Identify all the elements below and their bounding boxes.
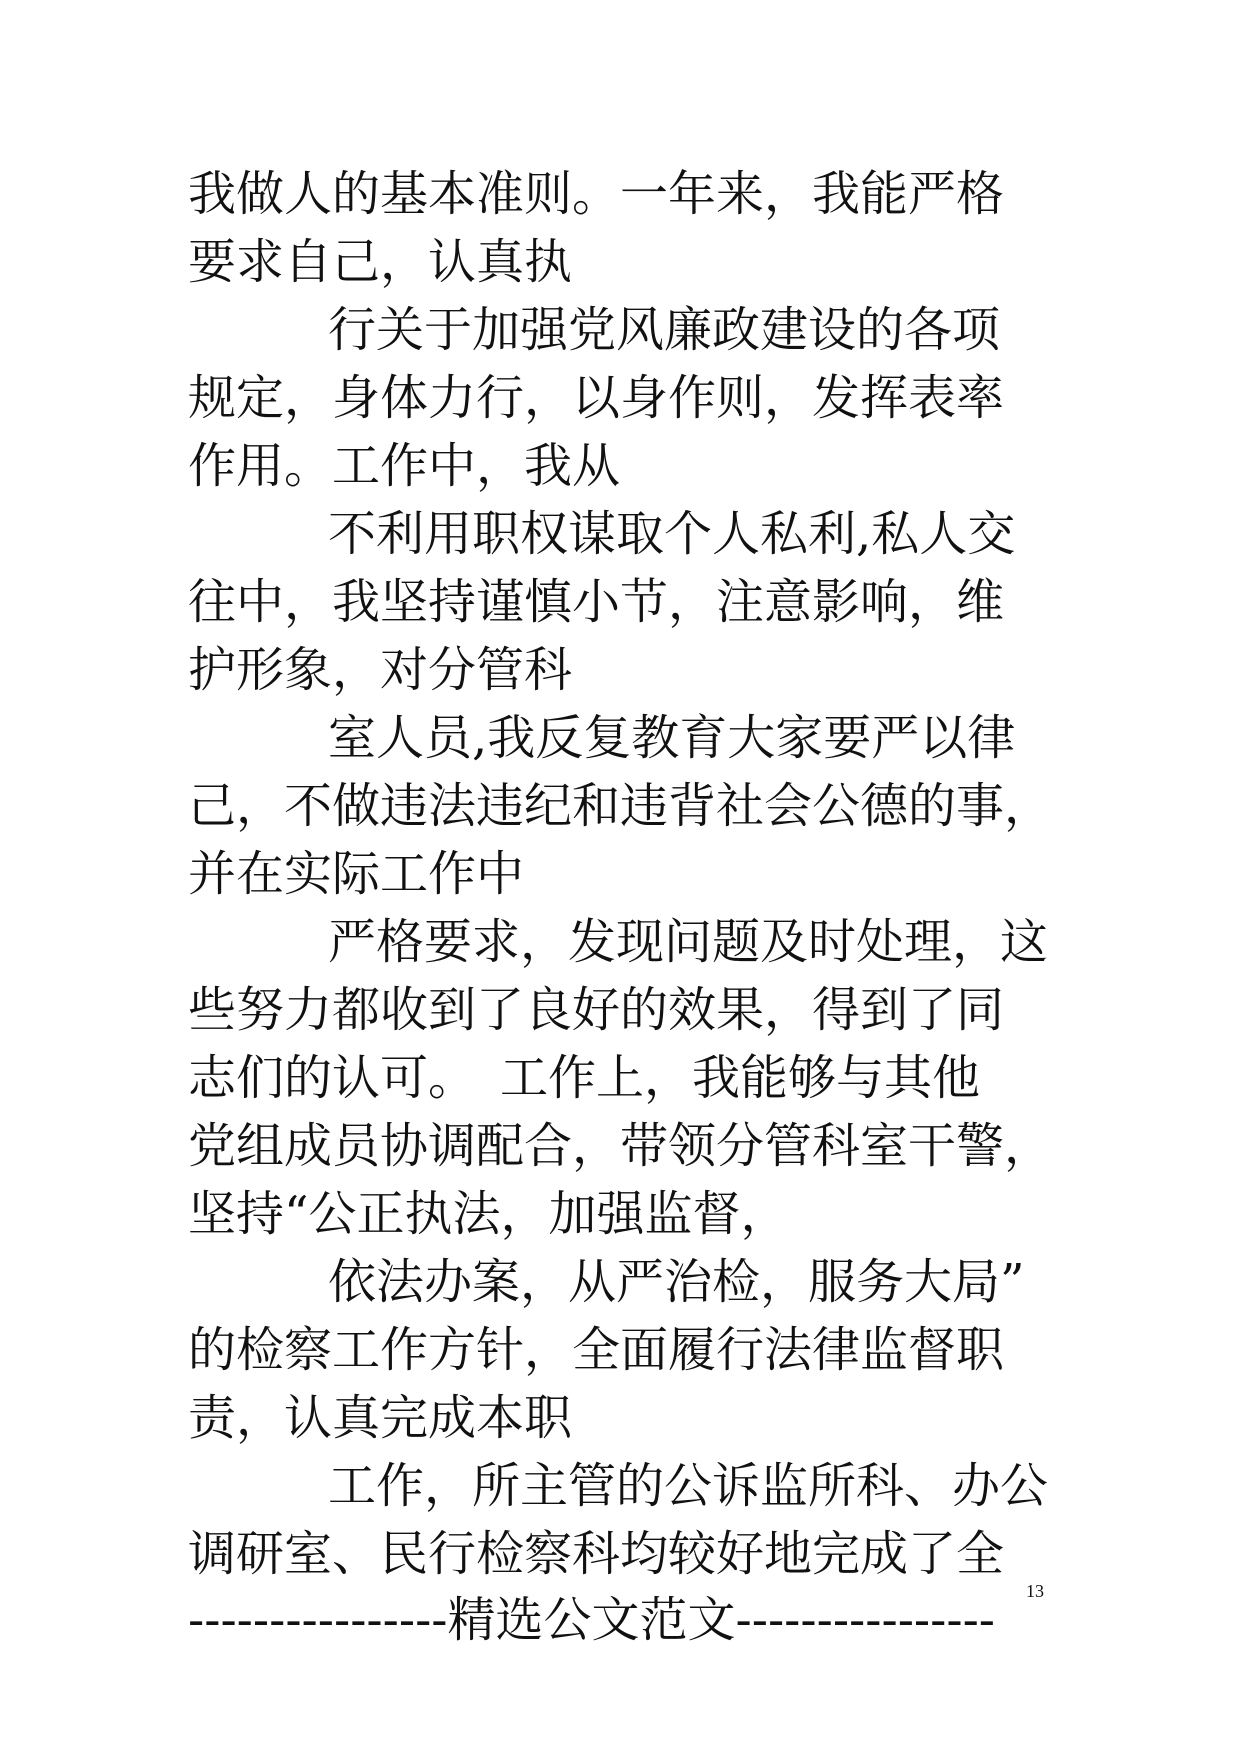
page-number: 13 [1026,1581,1044,1601]
text-line-13: 些努力都收到了良好的效果，得到了同 [188,982,1005,1038]
body-text [188,160,1058,1588]
text-line-9: 室人员,我反复教育大家要严以律 [328,710,1016,766]
text-line-14: 志们的认可。 工作上，我能够与其他 [188,1050,981,1106]
text-line-15: 党组成员协调配合，带领分管科室干警， [188,1118,1053,1174]
text-line-4: 规定，身体力行，以身作则，发挥表率 [188,370,1005,426]
text-line-8: 护形象，对分管科 [188,642,573,698]
text-line-12: 严格要求，发现问题及时处理，这 [328,914,1049,970]
text-line-6: 不利用职权谋取个人私利,私人交 [328,506,1016,562]
text-line-11: 并在实际工作中 [188,846,525,902]
text-line-3: 行关于加强党风廉政建设的各项 [328,302,1001,358]
text-line-16: 坚持“公正执法，加强监督， [188,1186,789,1242]
text-line-10: 己，不做违法违纪和违背社会公德的事， [188,778,1053,834]
text-line-17: 依法办案，从严治检，服务大局” [328,1254,1025,1310]
text-line-19: 责，认真完成本职 [188,1390,573,1446]
text-line-7: 往中，我坚持谨慎小节，注意影响，维 [188,574,1005,630]
text-line-20: 工作，所主管的公诉监所科、办公 [328,1458,1049,1514]
text-line-1: 我做人的基本准则。一年来，我能严格 [188,166,1005,222]
text-line-21: 调研室、民行检察科均较好地完成了全 [188,1526,1005,1582]
text-line-2: 要求自己，认真执 [188,234,573,290]
text-line-18: 的检察工作方针，全面履行法律监督职 [188,1322,1005,1378]
page-footer: ----------------精选公文范文---------------- [188,1592,996,1648]
text-line-5: 作用。工作中，我从 [188,438,621,494]
